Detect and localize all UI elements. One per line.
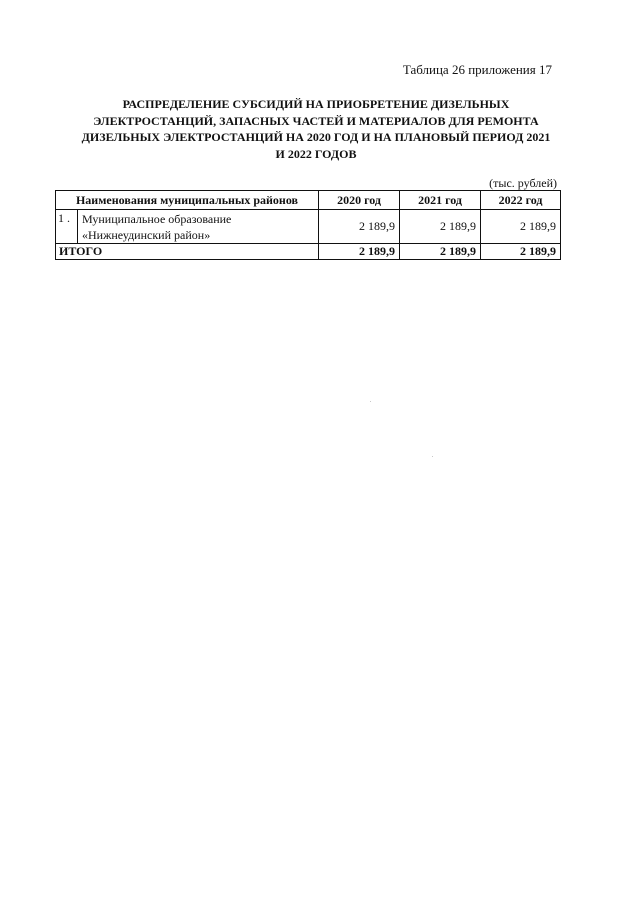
scan-speck bbox=[432, 456, 433, 457]
row-name bbox=[78, 210, 319, 244]
title-line: И 2022 ГОДОВ bbox=[275, 146, 357, 161]
title-line: РАСПРЕДЕЛЕНИЕ СУБСИДИЙ НА ПРИОБРЕТЕНИЕ ДИЗЕЛЬНЫХ bbox=[122, 97, 510, 111]
document-title bbox=[56, 96, 576, 162]
title-line: ЭЛЕКТРОСТАНЦИЙ, ЗАПАСНЫХ ЧАСТЕЙ И МАТЕРИАЛОВ ДЛЯ РЕМОНТА bbox=[93, 113, 539, 128]
header-name: Наименования муниципальных районов bbox=[56, 191, 319, 210]
total-2021: 2 189,9 bbox=[400, 244, 481, 260]
row-name-line: Муниципальное образование bbox=[82, 212, 232, 226]
table-row bbox=[56, 210, 561, 244]
total-2020: 2 189,9 bbox=[319, 244, 400, 260]
cell-2021: 2 189,9 bbox=[400, 210, 481, 244]
row-name-line: «Нижнеудинский район» bbox=[82, 228, 211, 242]
header-2022: 2022 год bbox=[481, 191, 561, 210]
cell-2022: 2 189,9 bbox=[481, 210, 561, 244]
total-2022: 2 189,9 bbox=[481, 244, 561, 260]
total-row bbox=[56, 244, 561, 260]
row-index: 1 . bbox=[56, 210, 78, 244]
header-2021: 2021 год bbox=[400, 191, 481, 210]
table-header-row bbox=[56, 191, 561, 210]
scan-speck bbox=[370, 401, 371, 402]
table-reference: Таблица 26 приложения 17 bbox=[402, 62, 552, 77]
title-line: ДИЗЕЛЬНЫХ ЭЛЕКТРОСТАНЦИЙ НА 2020 ГОД И НА ПЛАНОВЫЙ ПЕРИОД 2021 bbox=[81, 130, 551, 144]
cell-2020: 2 189,9 bbox=[319, 210, 400, 244]
header-2020: 2020 год bbox=[319, 191, 400, 210]
subsidy-table bbox=[55, 190, 561, 260]
units-note: (тыс. рублей) bbox=[489, 176, 557, 190]
total-label: ИТОГО bbox=[56, 244, 319, 260]
